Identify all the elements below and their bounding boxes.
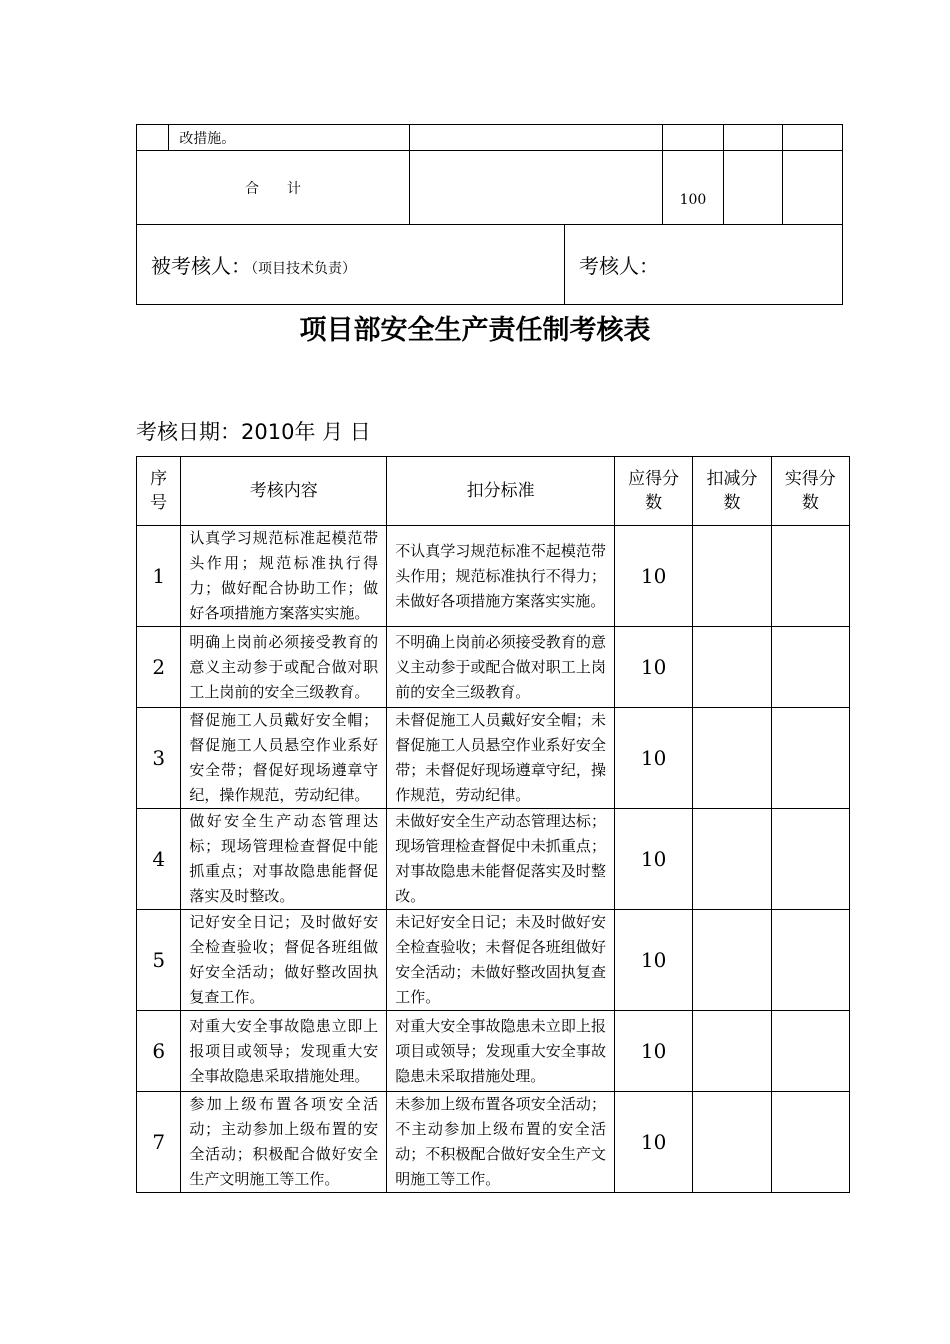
assessment-table xyxy=(136,456,850,1193)
row-content: 认真学习规范标准起模范带头作用；规范标准执行得力；做好配合协助工作；做好各项措施方案落实实施。 xyxy=(181,526,387,627)
empty-cell xyxy=(723,125,783,151)
row-content: 参加上级布置各项安全活动；主动参加上级布置的安全活动；积极配合做好安全生产文明施工等工作。 xyxy=(181,1092,387,1193)
table-row xyxy=(137,910,850,1011)
table-header-row xyxy=(137,457,850,526)
table-row xyxy=(137,809,850,910)
row-number: 3 xyxy=(137,708,181,809)
row-actual-score xyxy=(771,809,849,910)
row-criteria: 未做好安全生产动态管理达标；现场管理检查督促中未抓重点；对事故隐患未能督促落实及时整改。 xyxy=(387,809,615,910)
row-criteria: 不明确上岗前必须接受教育的意义主动参于或配合做对职工上岗前的安全三级教育。 xyxy=(387,627,615,708)
header-actual-score: 实得分数 xyxy=(771,457,849,526)
row-actual-score xyxy=(771,708,849,809)
row-content: 做好安全生产动态管理达标；现场管理检查督促中能抓重点；对事故隐患能督促落实及时整改。 xyxy=(181,809,387,910)
row-criteria: 对重大安全事故隐患未立即上报项目或领导；发现重大安全事故隐患未采取措施处理。 xyxy=(387,1011,615,1092)
empty-cell xyxy=(409,125,662,151)
row-due-score: 10 xyxy=(614,910,692,1011)
exam-date: 考核日期：2010年 月 日 xyxy=(136,420,371,444)
previous-table-fragment xyxy=(136,124,843,225)
row-actual-score xyxy=(771,910,849,1011)
header-deduct-score: 扣减分数 xyxy=(693,457,771,526)
row-deduct-score xyxy=(693,1092,771,1193)
row-content: 记好安全日记；及时做好安全检查验收；督促各班组做好安全活动；做好整改固执复查工作。 xyxy=(181,910,387,1011)
row-due-score: 10 xyxy=(614,1011,692,1092)
row-actual-score xyxy=(771,1011,849,1092)
row-deduct-score xyxy=(693,1011,771,1092)
row-actual-score xyxy=(771,1092,849,1193)
row-actual-score xyxy=(771,526,849,627)
row-content: 对重大安全事故隐患立即上报项目或领导；发现重大安全事故隐患采取措施处理。 xyxy=(181,1011,387,1092)
assessed-person-cell xyxy=(137,225,565,305)
header-criteria: 扣分标准 xyxy=(387,457,615,526)
assessed-note: （项目技术负责） xyxy=(251,261,356,277)
row-criteria: 未记好安全日记；未及时做好安全检查验收；未督促各班组做好安全活动；未做好整改固执复查工作。 xyxy=(387,910,615,1011)
row-number: 5 xyxy=(137,910,181,1011)
row-deduct-score xyxy=(693,910,771,1011)
table-row xyxy=(137,526,850,627)
total-label: 合 计 xyxy=(137,151,410,225)
assessor-label: 考核人： xyxy=(579,254,659,278)
header-content: 考核内容 xyxy=(181,457,387,526)
row-due-score: 10 xyxy=(614,708,692,809)
strip-cell xyxy=(137,125,169,151)
empty-cell xyxy=(783,125,843,151)
row-deduct-score xyxy=(693,809,771,910)
row-deduct-score xyxy=(693,627,771,708)
table-row xyxy=(137,1011,850,1092)
row-deduct-score xyxy=(693,526,771,627)
row-content: 明确上岗前必须接受教育的意义主动参于或配合做对职工上岗前的安全三级教育。 xyxy=(181,627,387,708)
row-content: 督促施工人员戴好安全帽；督促施工人员悬空作业系好安全带；督促好现场遵章守纪，操作规范，劳动纪律。 xyxy=(181,708,387,809)
row-number: 1 xyxy=(137,526,181,627)
row-due-score: 10 xyxy=(614,627,692,708)
row-number: 6 xyxy=(137,1011,181,1092)
row-criteria: 未督促施工人员戴好安全帽；未督促施工人员悬空作业系好安全带；未督促好现场遵章守纪，操作规范，劳动纪律。 xyxy=(387,708,615,809)
row-deduct-score xyxy=(693,708,771,809)
assessed-label: 被考核人： xyxy=(151,254,251,278)
empty-cell xyxy=(783,151,843,225)
table-row xyxy=(137,1092,850,1193)
row-criteria: 不认真学习规范标准不起模范带头作用；规范标准执行不得力；未做好各项措施方案落实实施。 xyxy=(387,526,615,627)
row-due-score: 10 xyxy=(614,526,692,627)
empty-cell xyxy=(409,151,662,225)
total-score: 100 xyxy=(663,151,723,225)
row-due-score: 10 xyxy=(614,1092,692,1193)
header-seq: 序号 xyxy=(137,457,181,526)
signature-table xyxy=(136,225,843,305)
continued-text: 改措施。 xyxy=(169,125,410,151)
empty-cell xyxy=(663,125,723,151)
header-due-score: 应得分数 xyxy=(614,457,692,526)
row-criteria: 未参加上级布置各项安全活动；不主动参加上级布置的安全活动；不积极配合做好安全生产文明施工等工作。 xyxy=(387,1092,615,1193)
row-actual-score xyxy=(771,627,849,708)
empty-cell xyxy=(723,151,783,225)
row-number: 2 xyxy=(137,627,181,708)
row-number: 4 xyxy=(137,809,181,910)
table-row xyxy=(137,708,850,809)
table-row xyxy=(137,627,850,708)
assessor-cell xyxy=(565,225,843,305)
row-due-score: 10 xyxy=(614,809,692,910)
row-number: 7 xyxy=(137,1092,181,1193)
page-title: 项目部安全生产责任制考核表 xyxy=(299,315,651,346)
